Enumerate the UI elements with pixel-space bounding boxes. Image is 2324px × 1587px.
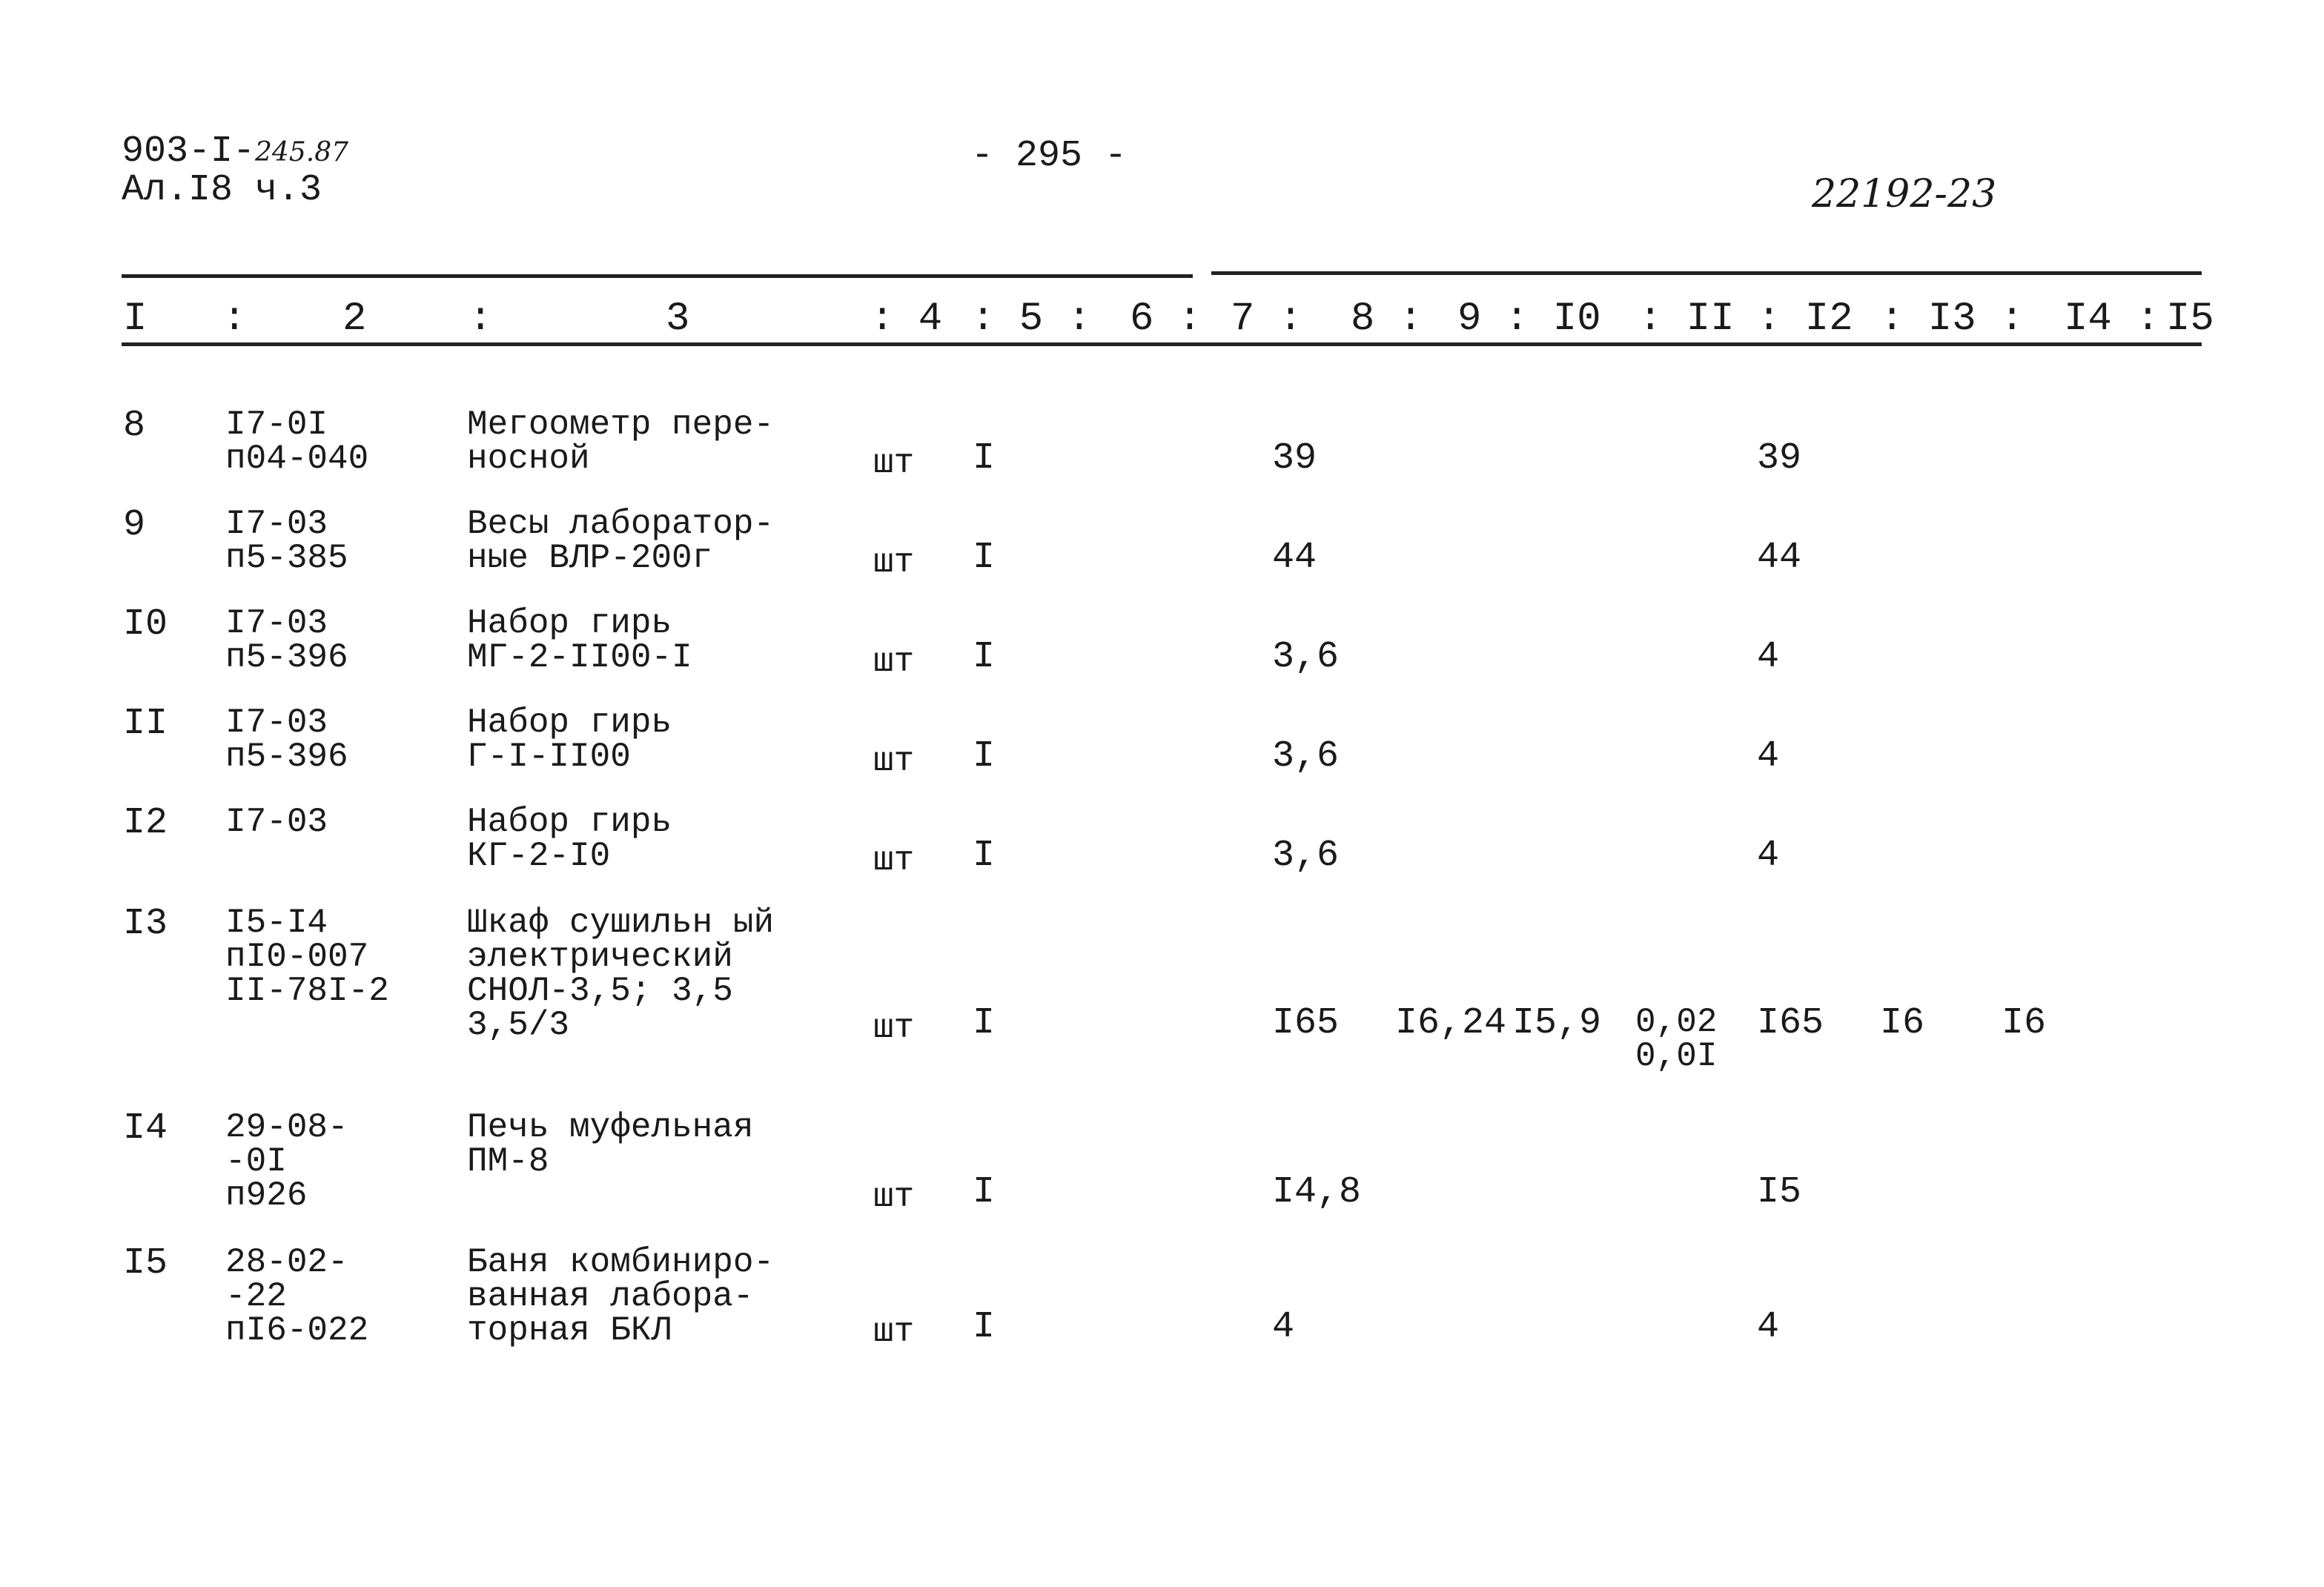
price-code: 28-02- -22 пI6-022	[225, 1243, 369, 1350]
col-header-9: 9	[1457, 296, 1482, 342]
item-name: Печь муфельная ПМ-8	[467, 1108, 754, 1181]
unit: шт	[873, 543, 915, 582]
col-12-value: 44	[1757, 537, 1802, 579]
col-12-value: I65	[1757, 1002, 1824, 1044]
col-header-2: 2	[342, 296, 367, 342]
top-rule-left	[122, 274, 1193, 278]
col-8-value: 3,6	[1272, 636, 1340, 678]
unit: шт	[873, 1313, 915, 1351]
unit: шт	[873, 1178, 915, 1216]
price-code: I7-03	[225, 803, 328, 841]
row-number: I4	[123, 1107, 168, 1150]
col-12-value: 4	[1757, 636, 1780, 678]
col-8-value: I65	[1272, 1002, 1340, 1044]
col-header-5: : 5 :	[971, 296, 1092, 342]
unit: шт	[873, 444, 915, 483]
row-number: I2	[123, 802, 168, 844]
col-10-value: I5,9	[1512, 1002, 1602, 1044]
unit: шт	[873, 841, 915, 880]
col-12-value: 39	[1757, 437, 1802, 480]
col-12-value: 4	[1757, 735, 1780, 778]
quantity: I	[973, 735, 996, 778]
col-8-value: 4	[1272, 1306, 1295, 1348]
col-12-value: 4	[1757, 1306, 1780, 1348]
row-number: I5	[123, 1242, 168, 1285]
price-code: I7-03 п5-396	[225, 703, 348, 776]
quantity: I	[973, 835, 996, 877]
unit: шт	[873, 1009, 915, 1047]
document-code-handwritten: 245.87	[255, 137, 348, 168]
col-8-value: I4,8	[1272, 1171, 1362, 1213]
item-name: Весы лаборатор- ные ВЛР-200г	[467, 505, 775, 577]
item-name: Набор гирь КГ-2-I0	[467, 803, 672, 875]
stamp-number: 22192-23	[1812, 172, 1997, 216]
row-number: 8	[123, 405, 146, 447]
col-header-3: 3	[666, 296, 690, 342]
item-name: Набор гирь МГ-2-II00-I	[467, 604, 692, 677]
quantity: I	[973, 437, 996, 480]
col-header-10: : I0	[1505, 296, 1601, 342]
price-code: I7-0I п04-040	[225, 405, 369, 478]
document-code-printed: 903-I-	[122, 130, 256, 173]
item-name: Баня комбиниро- ванная лабора- торная БКЛ	[467, 1243, 775, 1350]
col-header-8: 8 :	[1351, 296, 1423, 342]
col-header-sep-2: :	[469, 296, 493, 342]
col-header-sep-1: :	[222, 296, 247, 342]
row-number: I3	[123, 903, 168, 945]
col-header-11: : II	[1638, 296, 1735, 342]
col-header-15: I5	[2166, 296, 2214, 342]
price-code: I5-I4 пI0-007 II-78I-2	[225, 904, 389, 1010]
col-header-1: I	[123, 296, 148, 342]
price-code: I7-03 п5-385	[225, 505, 348, 577]
item-name: Набор гирь Г-I-II00	[467, 703, 672, 776]
unit: шт	[873, 742, 915, 781]
col-12-value: I5	[1757, 1171, 1802, 1213]
col-8-value: 3,6	[1272, 735, 1340, 778]
col-header-14: I4 :	[2064, 296, 2160, 342]
col-13-value: I6	[1880, 1002, 1925, 1044]
sheet-label: Ал.I8 ч.3	[122, 169, 322, 211]
col-header-6: 6 :	[1130, 296, 1202, 342]
quantity: I	[973, 1002, 996, 1044]
col-8-value: 39	[1272, 437, 1317, 480]
col-header-13: : I3 :	[1880, 296, 2025, 342]
price-code: 29-08- -0I п926	[225, 1108, 348, 1215]
quantity: I	[973, 537, 996, 579]
row-number: I0	[123, 603, 168, 646]
row-number: 9	[123, 504, 146, 546]
col-12-value: 4	[1757, 835, 1780, 877]
item-name: Шкаф сушильн ый электрический СНОЛ-3,5; 3,5 3,5/3	[467, 904, 775, 1044]
quantity: I	[973, 636, 996, 678]
top-rule-right	[1211, 271, 2202, 275]
document-code	[122, 130, 348, 173]
col-header-7: 7 :	[1231, 296, 1303, 342]
unit: шт	[873, 643, 915, 681]
page-number: - 295 -	[971, 135, 1128, 177]
item-name: Мегоометр пере- носной	[467, 405, 775, 478]
header-underline	[122, 342, 2202, 346]
col-header-4: : 4	[870, 296, 943, 342]
col-14-value: I6	[2002, 1002, 2047, 1044]
row-number: II	[123, 703, 168, 745]
col-8-value: 44	[1272, 537, 1317, 579]
col-8-value: 3,6	[1272, 835, 1340, 877]
price-code: I7-03 п5-396	[225, 604, 348, 677]
quantity: I	[973, 1306, 996, 1348]
col-header-12: : I2	[1757, 296, 1853, 342]
col-11-value: 0,02 0,0I	[1635, 1003, 1718, 1076]
quantity: I	[973, 1171, 996, 1213]
col-9-value: I6,24	[1395, 1002, 1507, 1044]
